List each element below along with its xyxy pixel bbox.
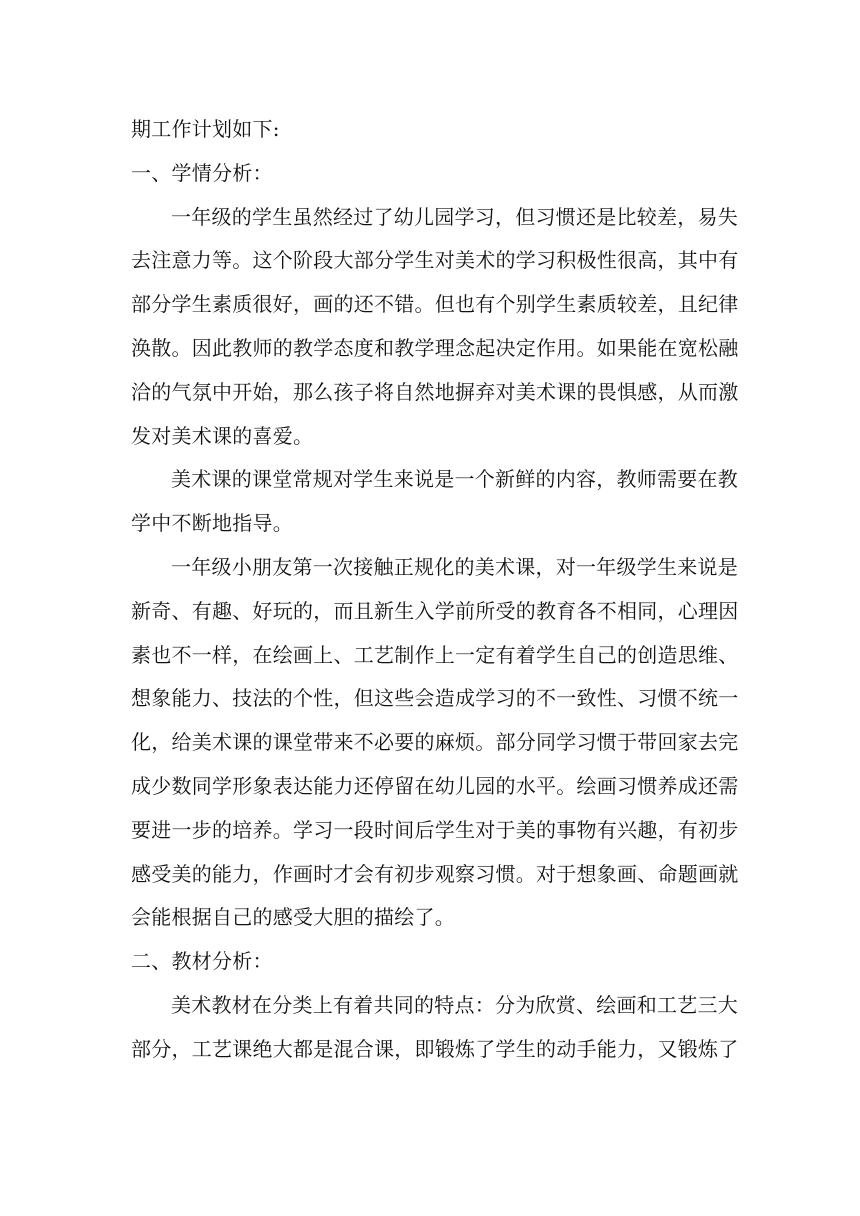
- text-line: 期工作计划如下:: [131, 117, 280, 141]
- text-line: 去注意力等。这个阶段大部分学生对美术的学习积极性很高，其中有: [131, 248, 739, 273]
- section-heading: 二、教材分析：: [131, 949, 273, 974]
- text-line: 一年级小朋友第一次接触正规化的美术课，对一年级学生来说是: [171, 554, 738, 579]
- text-line: 化，给美术课的课堂带来不必要的麻烦。部分同学习惯于带回家去完: [131, 730, 739, 755]
- text-line: 素也不一样，在绘画上、工艺制作上一定有着学生自己的创造思维、: [131, 642, 739, 667]
- text-line: 部分学生素质很好，画的还不错。但也有个别学生素质较差，且纪律: [131, 292, 739, 317]
- text-line: 感受美的能力，作画时才会有初步观察习惯。对于想象画、命题画就: [131, 861, 739, 886]
- section-heading: 一、学情分析：: [131, 160, 273, 185]
- text-line: 要进一步的培养。学习一段时间后学生对于美的事物有兴趣，有初步: [131, 817, 739, 842]
- document-body: [131, 108, 739, 1072]
- text-line: 美术教材在分类上有着共同的特点：分为欣赏、绘画和工艺三大: [171, 992, 738, 1017]
- text-line: 发对美术课的喜爱。: [131, 423, 314, 448]
- text-line: 成少数同学形象表达能力还停留在幼儿园的水平。绘画习惯养成还需: [131, 773, 739, 798]
- text-line: 会能根据自己的感受大胆的描绘了。: [131, 905, 455, 930]
- text-line: 新奇、有趣、好玩的，而且新生入学前所受的教育各不相同，心理因: [131, 598, 739, 623]
- text-line: 洽的气氛中开始，那么孩子将自然地摒弃对美术课的畏惧感，从而激: [131, 379, 739, 404]
- text-line: 部分，工艺课绝大都是混合课，即锻炼了学生的动手能力，又锻炼了: [131, 1036, 739, 1061]
- text-line: 美术课的课堂常规对学生来说是一个新鲜的内容，教师需要在教: [171, 467, 738, 492]
- text-line: 学中不断地指导。: [131, 511, 293, 536]
- text-line: 想象能力、技法的个性，但这些会造成学习的不一致性、习惯不统一: [131, 686, 739, 711]
- text-line: 一年级的学生虽然经过了幼儿园学习，但习惯还是比较差，易失: [171, 204, 738, 229]
- text-line: 涣散。因此教师的教学态度和教学理念起决定作用。如果能在宽松融: [131, 335, 739, 360]
